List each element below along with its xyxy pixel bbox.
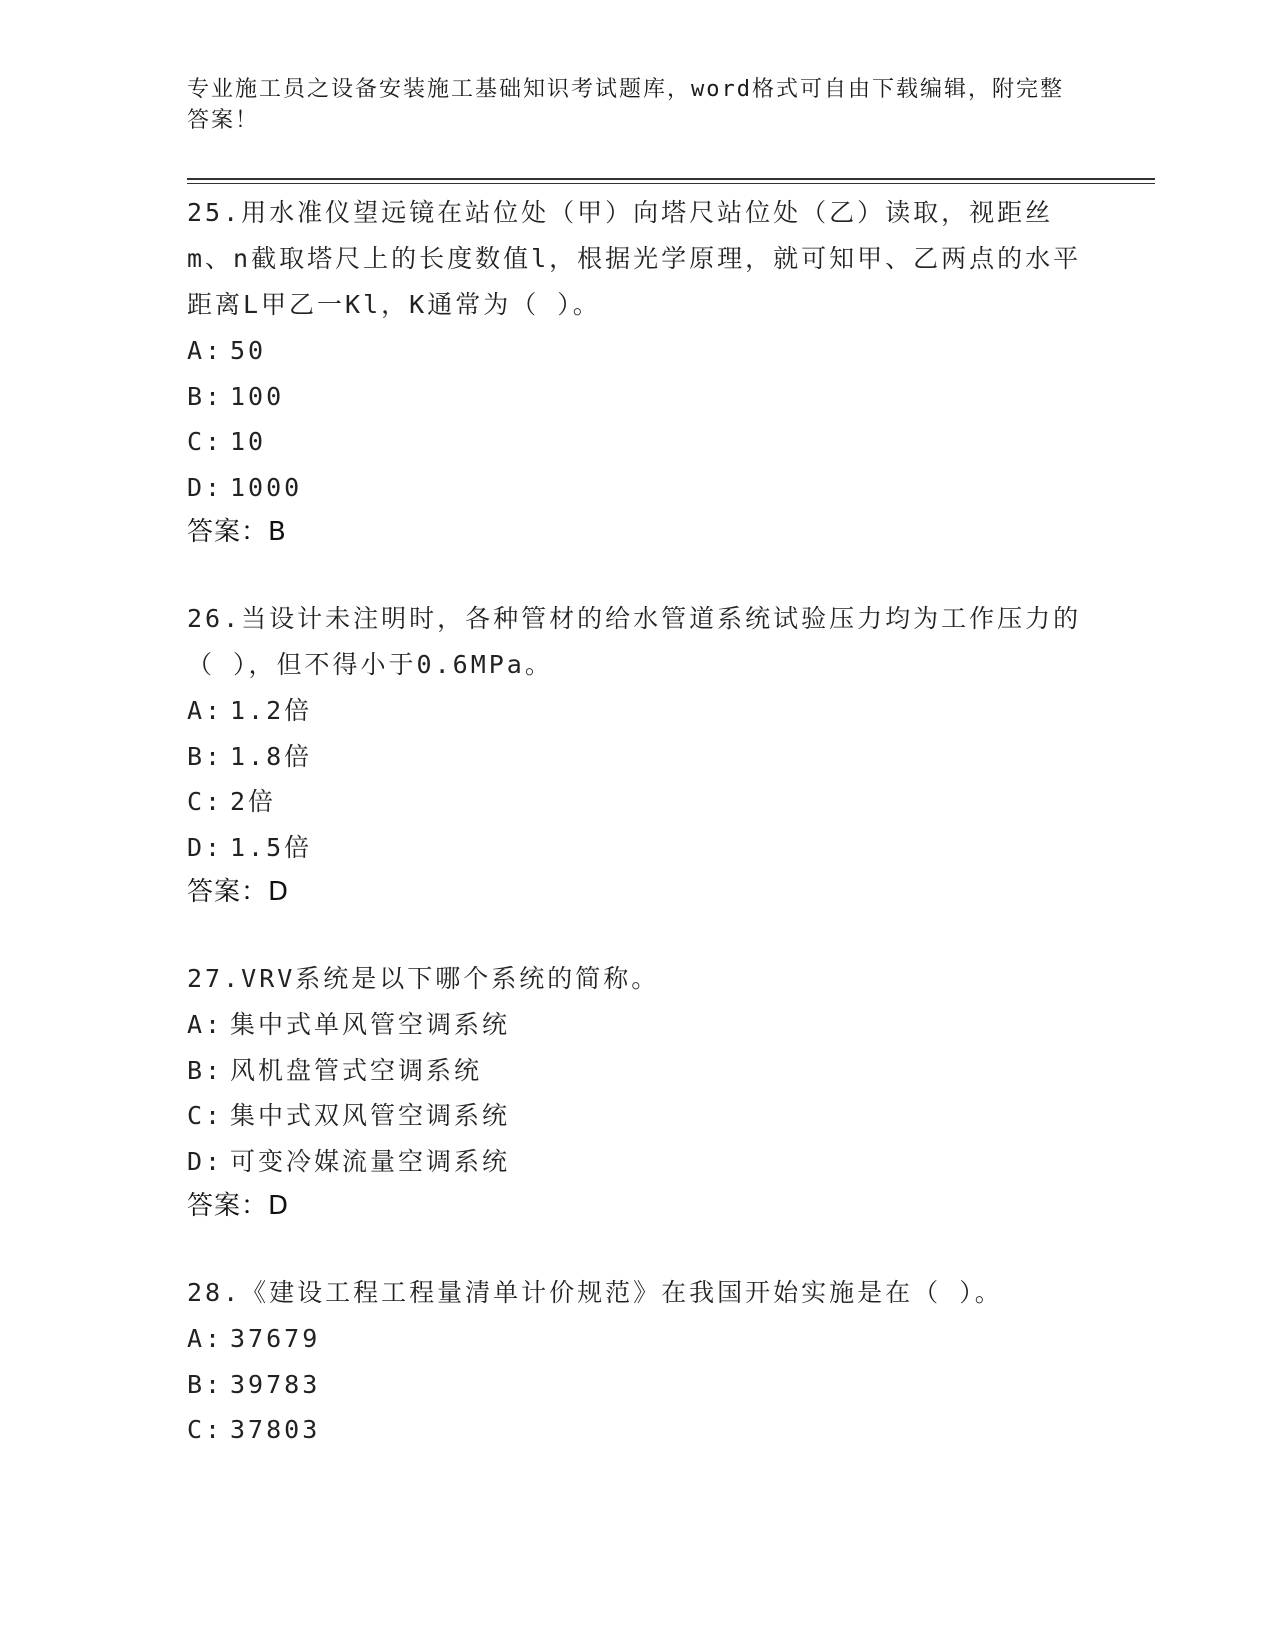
option-text: 集中式单风管空调系统 [230,1010,511,1039]
option-text: 50 [230,336,267,365]
option-letter: C: [187,787,224,816]
option-letter: B: [187,1055,224,1085]
question-list [187,190,1087,1494]
option-letter: D: [187,832,224,862]
option-c [187,779,1087,825]
option-text: 1000 [230,472,303,502]
option-text: 1.8倍 [230,741,313,771]
option-text: 1.2倍 [230,696,313,725]
option-a [187,1002,1087,1048]
question-25 [187,190,1087,555]
option-letter: A: [187,336,224,365]
option-a [187,1316,1087,1362]
option-text: 10 [230,427,267,456]
option-letter: C: [187,1415,224,1444]
option-a [187,328,1087,374]
option-text: 37679 [230,1324,321,1353]
answer-label: 答案：D [187,1191,290,1221]
question-26 [187,596,1087,915]
question-27 [187,956,1087,1229]
option-d [187,825,1087,871]
option-c [187,419,1087,465]
option-text: 39783 [230,1369,321,1399]
option-a [187,688,1087,734]
option-letter: B: [187,741,224,771]
option-c [187,1407,1087,1453]
option-text: 2倍 [230,787,277,816]
question-28 [187,1270,1087,1453]
option-b [187,1362,1087,1408]
answer-label: 答案：D [187,877,290,907]
option-b [187,734,1087,780]
option-letter: B: [187,1369,224,1399]
option-letter: A: [187,1010,224,1039]
question-stem: 25.用水准仪望远镜在站位处（甲）向塔尺站位处（乙）读取，视距丝m、n截取塔尺上的长度数值l，根据光学原理，就可知甲、乙两点的水平距离L甲乙一Kl，K通常为（ ）。 [187,198,1082,319]
option-text: 1.5倍 [230,832,313,862]
option-c [187,1093,1087,1139]
header-divider-thick [187,178,1155,180]
option-letter: C: [187,427,224,456]
question-stem: 27.VRV系统是以下哪个系统的简称。 [187,964,660,993]
option-b [187,1048,1087,1094]
option-letter: C: [187,1101,224,1130]
option-letter: A: [187,1324,224,1353]
option-text: 风机盘管式空调系统 [230,1055,483,1085]
header-divider-thin [187,183,1155,184]
option-d [187,465,1087,511]
option-b [187,374,1087,420]
option-d [187,1139,1087,1185]
question-stem: 26.当设计未注明时，各种管材的给水管道系统试验压力均为工作压力的（ ），但不得小于0.6MPa。 [187,604,1082,679]
option-text: 100 [230,381,285,411]
answer-label: 答案：B [187,517,287,547]
question-stem: 28.《建设工程工程量清单计价规范》在我国开始实施是在（ ）。 [187,1278,1003,1307]
option-letter: B: [187,381,224,411]
option-text: 集中式双风管空调系统 [230,1101,511,1130]
document-header: 专业施工员之设备安装施工基础知识考试题库，word格式可自由下载编辑，附完整答案！ [187,77,1064,133]
option-text: 可变冷媒流量空调系统 [230,1146,511,1176]
option-letter: D: [187,1146,224,1176]
option-letter: D: [187,472,224,502]
option-letter: A: [187,696,224,725]
option-text: 37803 [230,1415,321,1444]
